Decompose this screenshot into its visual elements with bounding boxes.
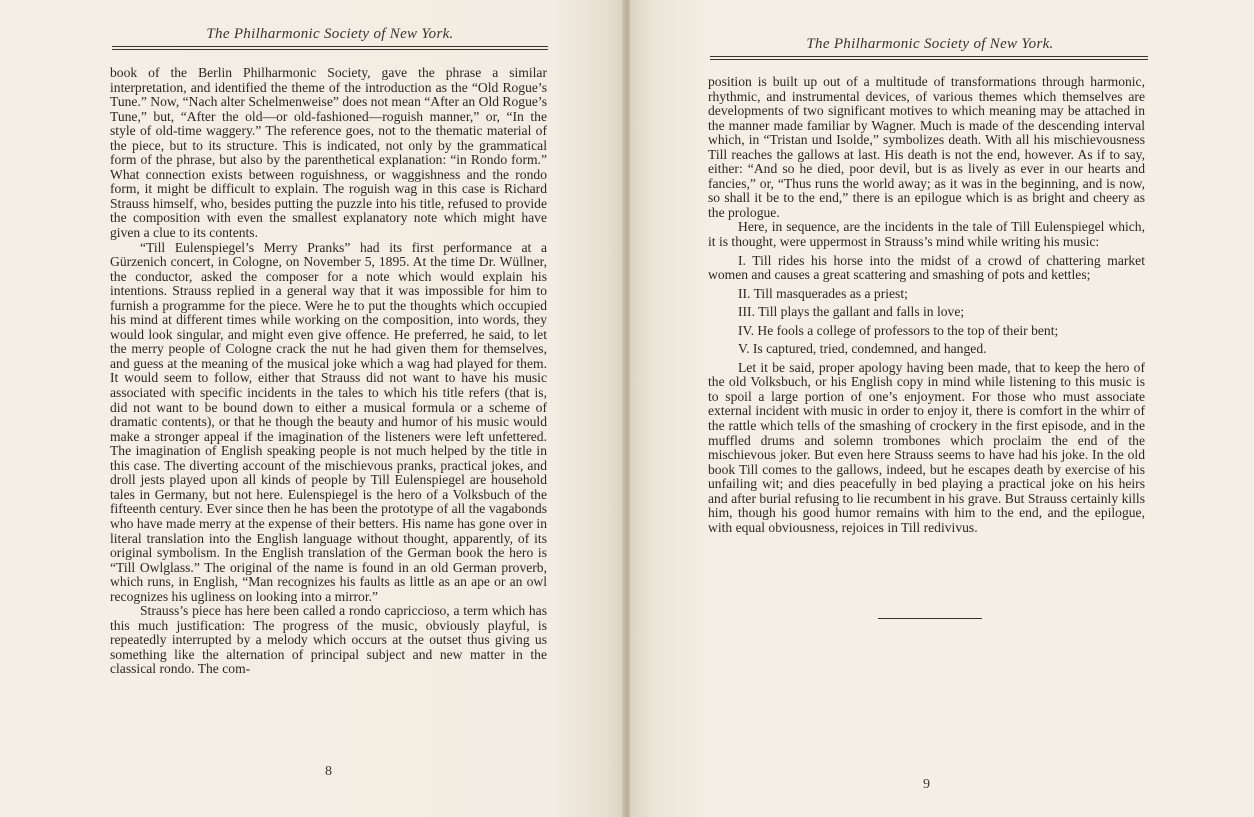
- list-item: IV. He fools a college of professors to the top of their bent;: [738, 322, 1059, 338]
- paragraph: Here, in sequence, are the incidents in the tale of Till Eulenspiegel which, it is thought, were uppermost in Strauss’s mind while writing his music:: [708, 219, 1145, 250]
- page-number-left: 8: [325, 764, 332, 779]
- left-page: [0, 0, 626, 817]
- right-page: [630, 0, 1254, 817]
- list-item: II. Till masquerades as a priest;: [738, 285, 908, 301]
- running-head-left: The Philharmonic Society of New York.: [206, 26, 454, 42]
- header-rule-left: [112, 46, 548, 50]
- list-item: III. Till plays the gallant and falls in love;: [738, 304, 965, 320]
- paragraph: position is built up out of a multitude of transformations through harmonic, rhythmic, and instrumental devices, of various themes which themselves are developments of two significant motives to which meaning may be attached in the manner made familiar by Wagner. Much is made of the descending interval which, in “Tristan und Isolde,” symbolizes death. With all his mischievousness Till reaches the gallows at last. His death is not the end, however. As if to say, either: “And so he died, poor devil, but is as lively as ever in our hearts and fancies,” or, “Thus runs the world away; as it was in the beginning, and is now, so shall it be to the end,” there is an epilogue which is as bright and cheery as the prologue.: [708, 74, 1145, 220]
- running-head-right: The Philharmonic Society of New York.: [806, 36, 1054, 52]
- paragraph: “Till Eulenspiegel’s Merry Pranks” had its first performance at a Gürzenich concert, in Cologne, on November 5, 1895. At the time Dr. Wüllner, the conductor, asked the composer for a note which would explain his intentions. Strauss replied in a general way that it was impossible for him to furnish a programme for the piece. Were he to put the thoughts which occupied his mind at different times while working on the composition, into words, they would look singular, and might even give offence. He preferred, he said, to let the merry people of Cologne crack the nut he had given them for themselves, and guess at the meaning of the musical joke which a wag had played for them. It would seem to follow, either that Strauss did not want to have his music associated with specific incidents in the tales to which his title refers (that is, did not want to be bound down to either a musical formula or a scheme of dramatic contents), or that he though the beauty and humor of his music would make a stronger appeal if the imagination of the listeners were left unfettered. The imagination of English speaking people is not much helped by the title in this case. The diverting account of the mischievous pranks, practical jokes, and droll jests played upon all kinds of people by Till Eulenspiegel are household tales in Germany, but not here. Eulenspiegel is the hero of a Volksbuch of the fifteenth century. Ever since then he has been the prototype of all the vagabonds who have made merry at the expense of their betters. His name has gone over in literal translation into the English language without thought, apparently, of its original symbolism. In the English translation of the German book the hero is “Till Owlglass.” The original of the name is found in an old German proverb, which runs, in English, “Man recognizes his faults as little as an ape or an owl recognizes his ugliness on looking into a mirror.”: [110, 239, 547, 604]
- list-item: V. Is captured, tried, condemned, and hanged.: [738, 341, 987, 357]
- list-item: I. Till rides his horse into the midst of a crowd of chattering market women and causes a great scattering and smashing of pots and kettles;: [708, 252, 1145, 283]
- paragraph: Let it be said, proper apology having been made, that to keep the hero of the old Volksbuch, or his English copy in mind while listening to this music is to spoil a large portion of one’s enjoyment. For those who must associate external incident with music in order to enjoy it, there is comfort in the whirr of the rattle which tells of the smashing of crockery in the first episode, and in the muffled drums and solemn trombones which proclaim the end of the mischievous joker. But even here Strauss seems to have had his joke. In the old book Till comes to the gallows, indeed, but he escapes death by exercise of his unfailing wit; and dies peacefully in bed playing a practical joke on his heirs and after burial refusing to lie recumbent in his grave. But Strauss certainly kills him, though his good humor remains with him to the end, and the epilogue, with equal obviousness, rejoices in Till redivivus.: [708, 359, 1145, 535]
- right-page-body: [708, 75, 1145, 535]
- header-rule-right: [710, 56, 1148, 60]
- end-rule: [878, 618, 982, 619]
- page-number-right: 9: [923, 777, 930, 792]
- left-page-body: [110, 66, 547, 677]
- paragraph: book of the Berlin Philharmonic Society, gave the phrase a similar interpretation, and identified the theme of the introduction as the “Old Rogue’s Tune.” Now, “Nach alter Schelmenweise” does not mean “After an Old Rogue’s Tune,” but, “After the old—or old-fashioned—roguish manner,” or, “In the style of old-time waggery.” The reference goes, not to the thematic material of the piece, but to its structure. This is indicated, not only by the grammatical form of the phrase, but also by the parenthetical explanation: “in Rondo form.” What connection exists between roguishness, or waggishness and the rondo form, it might be difficult to explain. The roguish wag in this case is Richard Strauss himself, who, besides putting the puzzle into his title, refused to provide the composition with even the smallest explanatory note which might have given a clue to its contents.: [110, 65, 547, 241]
- paragraph: Strauss’s piece has here been called a rondo capriccioso, a term which has this much justification: The progress of the music, obviously playful, is repeatedly interrupted by a melody which occurs at the outset thus giving us something like the alternation of principal subject and new matter in the classical rondo. The com-: [110, 603, 547, 677]
